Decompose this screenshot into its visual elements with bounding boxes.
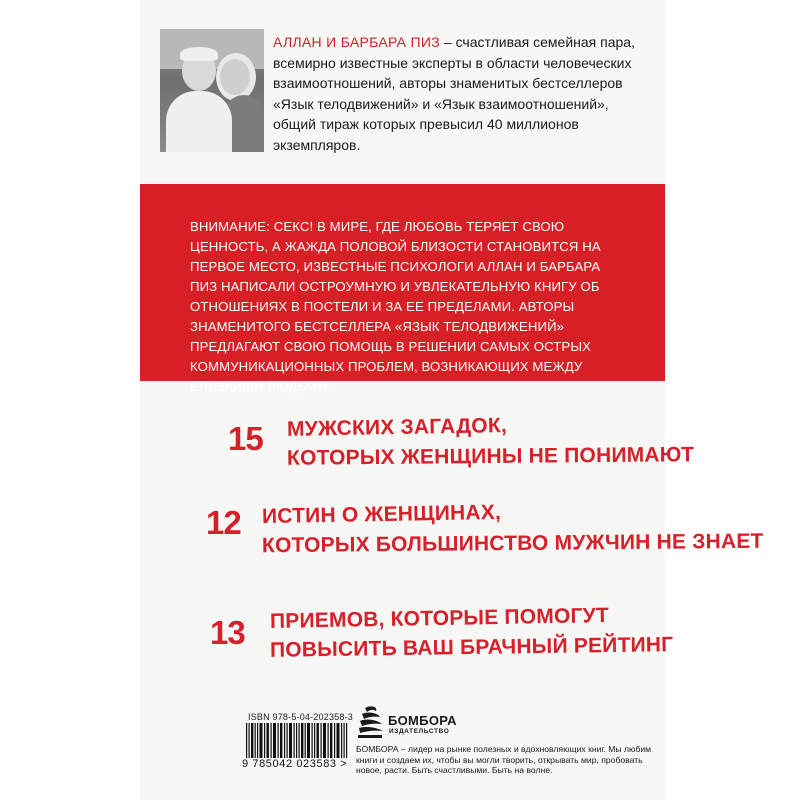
author-bio: [273, 32, 643, 155]
fact-number: 12: [206, 504, 241, 541]
author-bio-text: – счастливая семейная пара, всемирно известные эксперты в области человеческих взаимоотношений, авторы знаменитых бестселлеров «Язык телодвижений» и «Язык взаимоотношений», общий тираж которых превысил 40 миллионов экземпляров.: [273, 34, 635, 153]
fact-line-1: ИСТИН О ЖЕНЩИНАХ,: [261, 500, 502, 529]
fact-line-1: ПРИЕМОВ, КОТОРЫЕ ПОМОГУТ: [269, 604, 610, 633]
publisher-logo-subtitle: ИЗДАТЕЛЬСТВО: [389, 728, 450, 735]
fact-line-2: ПОВЫСИТЬ ВАШ БРАЧНЫЙ РЕЙТИНГ: [269, 633, 674, 662]
publisher-description: БОМБОРА – лидер на рынке полезных и вдохновляющих книг. Мы любим книги и создаем их, чтобы вы могли творить, открывать мир, пробовать новое, расти. Быть счастливыми. Быть на волне.: [356, 744, 652, 775]
banner-text: ВНИМАНИЕ: СЕКС! В МИРЕ, ГДЕ ЛЮБОВЬ ТЕРЯЕТ СВОЮ ЦЕННОСТЬ, А ЖАЖДА ПОЛОВОЙ БЛИЗОСТИ СТАНОВИТСЯ НА ПЕРВОЕ МЕСТО, ИЗВЕСТНЫЕ ПСИХОЛОГИ АЛЛАН И БАРБАРА ПИЗ НАПИСАЛИ ОСТРОУМНУЮ И УВЛЕКАТЕЛЬНУЮ КНИГУ ОБ ОТНОШЕНИЯХ В ПОСТЕЛИ И ЗА ЕЕ ПРЕДЕЛАМИ. АВТОРЫ ЗНАМЕНИТОГО БЕСТСЕЛЛЕРА «ЯЗЫК ТЕЛОДВИЖЕНИЙ» ПРЕДЛАГАЮТ СВОЮ ПОМОЩЬ В РЕШЕНИИ САМЫХ ОСТРЫХ КОММУНИКАЦИОННЫХ ПРОБЛЕМ, ВОЗНИКАЮЩИХ МЕЖДУ БЛИЗКИМИ ЛЮДЬМИ.: [190, 219, 601, 394]
fact-line-1: МУЖСКИХ ЗАГАДОК,: [286, 414, 508, 441]
fact-line-2: КОТОРЫХ ЖЕНЩИНЫ НЕ ПОНИМАЮТ: [286, 443, 695, 470]
barcode-digits: 9 785042 023583 >: [242, 758, 348, 770]
isbn-label: ISBN 978-5-04-202358-3: [248, 712, 353, 722]
author-photo: [160, 29, 264, 152]
author-name: АЛЛАН И БАРБАРА ПИЗ: [273, 34, 440, 50]
publisher-logo-title: БОМБОРА: [388, 713, 457, 728]
fact-number: 13: [210, 614, 245, 651]
fact-number: 15: [228, 420, 263, 457]
bombora-logo-icon: [356, 705, 384, 741]
fact-line-2: КОТОРЫХ БОЛЬШИНСТВО МУЖЧИН НЕ ЗНАЕТ: [261, 529, 764, 558]
